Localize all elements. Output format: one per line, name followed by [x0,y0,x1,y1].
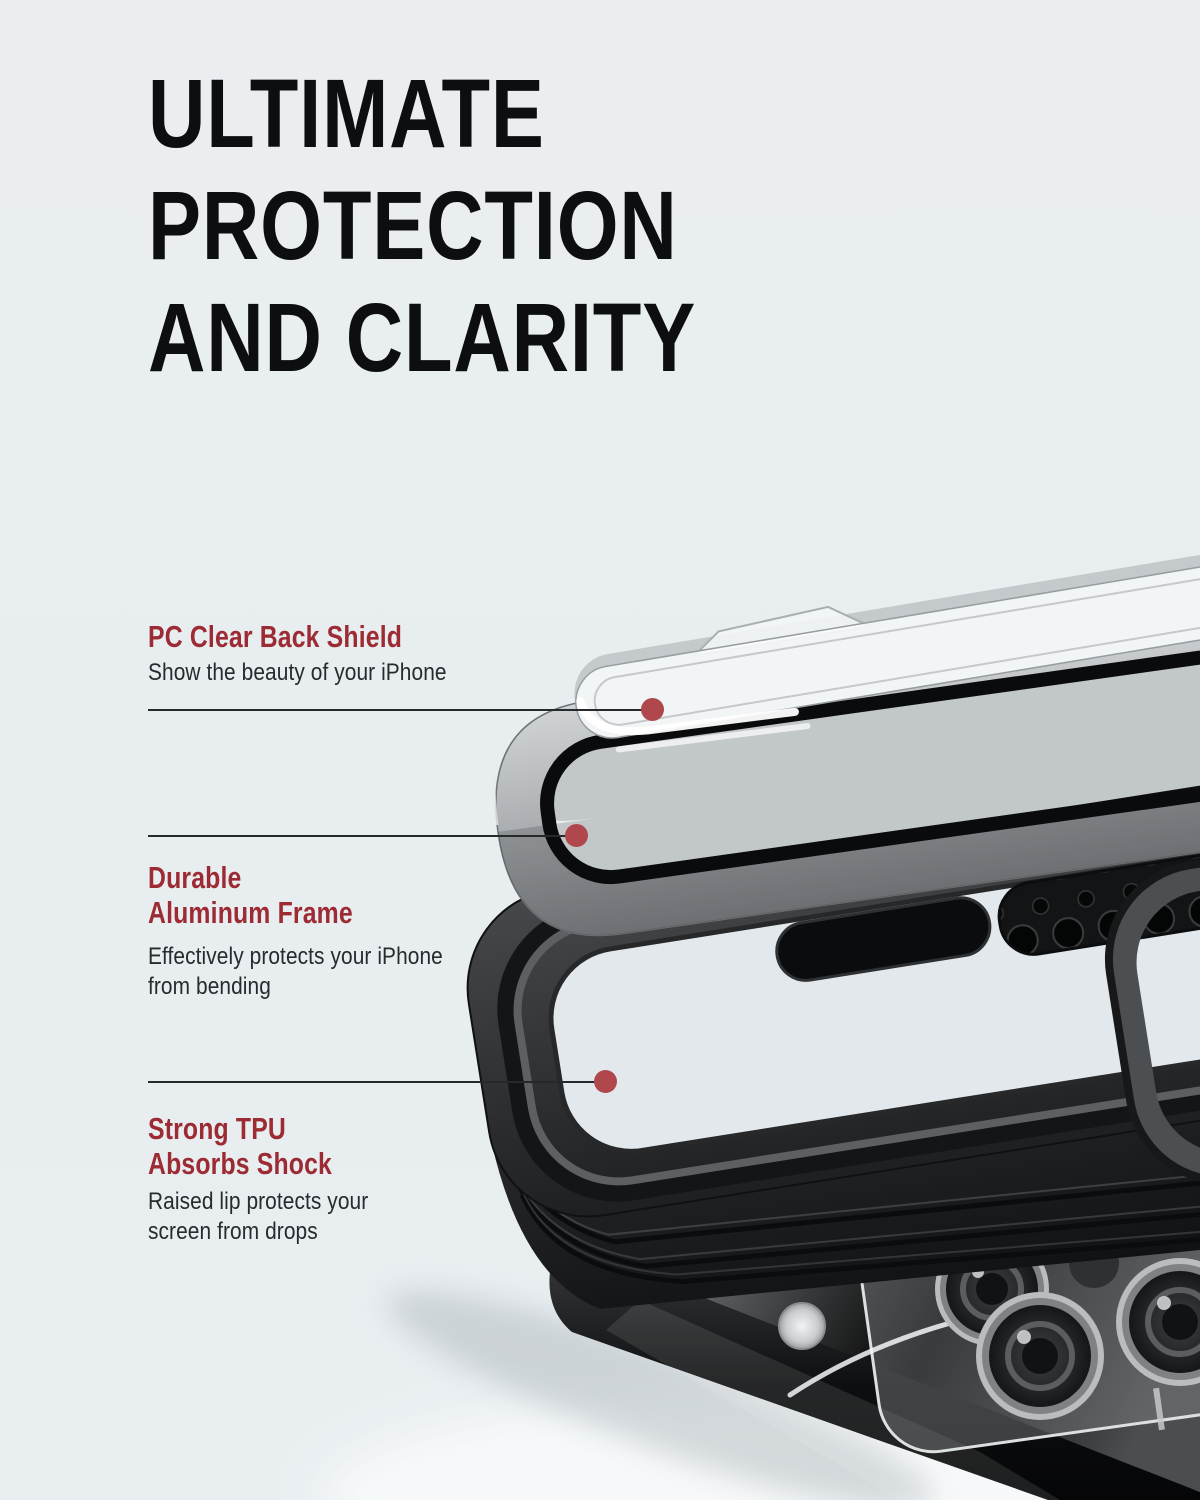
callout-tpu-heading-line2: Absorbs Shock [148,1146,332,1181]
title-line-3: AND CLARITY [148,283,697,392]
callout-tpu-heading-line1: Strong TPU [148,1111,286,1146]
callout-shield-heading [148,619,402,654]
callout-frame-heading-line2: Aluminum Frame [148,895,353,930]
callout-frame-dot [565,824,588,847]
callout-shield-desc [148,658,447,688]
callout-tpu-desc [148,1187,368,1247]
page-title [148,58,696,394]
title-line-2: PROTECTION [148,171,678,280]
callout-shield-dot [641,698,664,721]
callout-tpu-desc-line1: Raised lip protects your [148,1188,369,1215]
callout-frame-heading-line1: Durable [148,860,242,895]
callout-tpu-dot [594,1070,617,1093]
callout-tpu-heading [148,1111,332,1181]
callout-shield-heading-line: PC Clear Back Shield [148,619,403,654]
callout-tpu-desc-line2: screen from drops [148,1218,318,1245]
callout-frame-desc-line1: Effectively protects your iPhone [148,943,443,970]
callout-frame-heading [148,860,353,930]
callout-tpu-line [148,1081,595,1083]
title-line-1: ULTIMATE [148,59,545,168]
callout-frame-line [148,835,566,837]
callout-frame-desc-line2: from bending [148,973,271,1000]
callout-frame-desc [148,942,443,1002]
callout-shield-line [148,709,642,711]
callout-shield-desc-line: Show the beauty of your iPhone [148,659,447,686]
